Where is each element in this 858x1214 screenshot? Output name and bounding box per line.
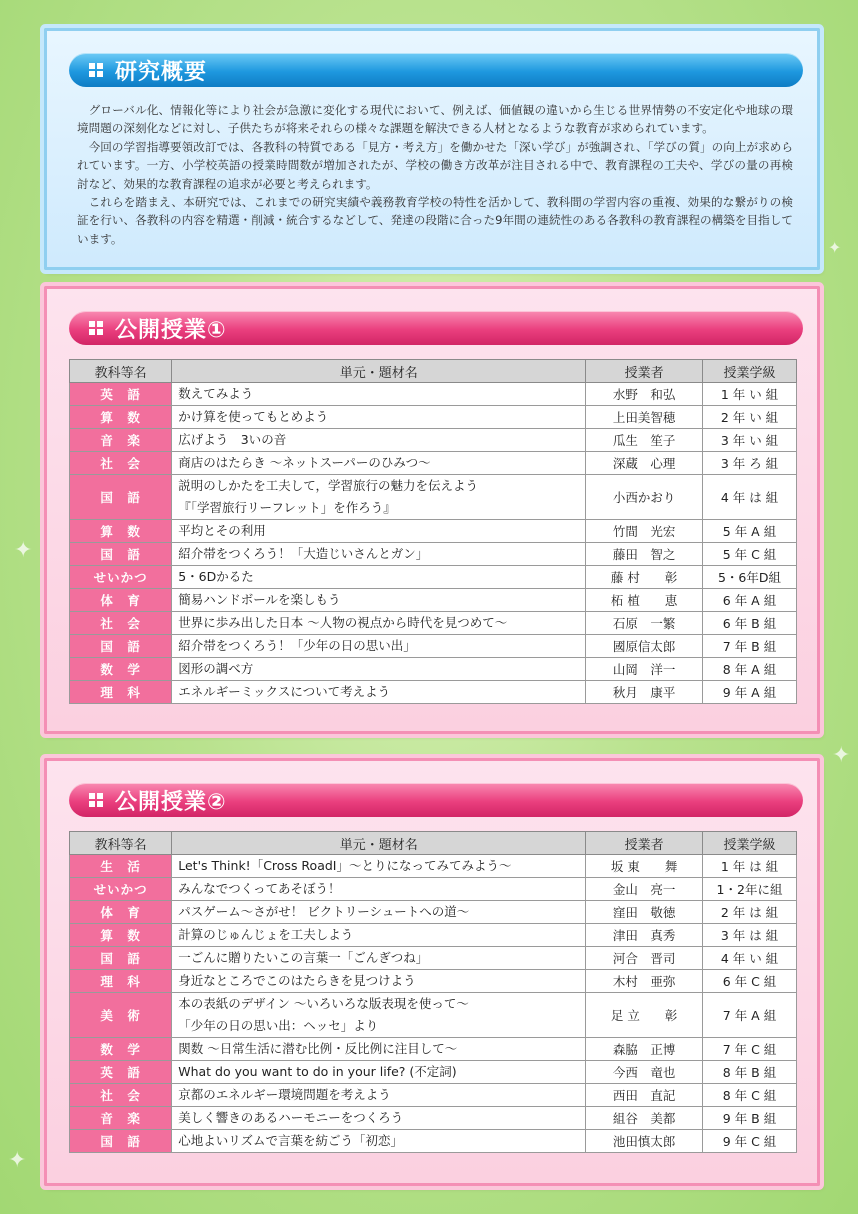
subject-cell: 国 語 — [70, 475, 172, 520]
teacher-cell: 今西 竜也 — [586, 1061, 703, 1084]
unit-cell — [172, 1038, 586, 1061]
unit-cell — [172, 970, 586, 993]
subject-cell: 算 数 — [70, 924, 172, 947]
summary-paragraph: 今回の学習指導要領改訂では、各教科の特質である「見方・考え方」を働かせた「深い学び」が強調され、「学びの質」の向上が求められています。一方、小学校英語の授業時間数が増加されたが、学校の働き方改革が注目される中で、教育課程の工夫や、学びの量の再検討など、効果的な教育課程の追求が必要と考えられます。 — [77, 139, 793, 191]
table-row — [70, 658, 797, 681]
table-row — [70, 970, 797, 993]
table-row — [70, 878, 797, 901]
subject-cell: 美 術 — [70, 993, 172, 1038]
unit-line: 広げよう 3いの音 — [178, 432, 287, 447]
teacher-cell: 窪田 敬徳 — [586, 901, 703, 924]
grade-cell: 5・6年D組 — [703, 566, 797, 589]
teacher-cell: 秋月 康平 — [586, 681, 703, 704]
grade-cell: 7 年 C 組 — [703, 1038, 797, 1061]
open-class-2-panel — [44, 758, 820, 1186]
research-summary-title-bar — [69, 53, 803, 87]
grade-cell: 8 年 A 組 — [703, 658, 797, 681]
subject-cell: 国 語 — [70, 1130, 172, 1153]
sparkle-decoration: ✦ — [828, 238, 842, 257]
unit-cell — [172, 635, 586, 658]
table-row — [70, 452, 797, 475]
open-class-2-rows — [70, 855, 797, 1153]
unit-line: 「少年の日の思い出：ヘッセ」より — [178, 1018, 379, 1033]
teacher-cell: 柘 植 恵 — [586, 589, 703, 612]
sparkle-decoration: ✦ — [832, 743, 851, 768]
unit-line: 本の表紙のデザイン ～いろいろな版表現を使って～ — [178, 996, 469, 1011]
teacher-cell: 組谷 美都 — [586, 1107, 703, 1130]
open-class-1-table — [69, 359, 797, 704]
unit-cell — [172, 947, 586, 970]
grade-cell: 2 年 は 組 — [703, 901, 797, 924]
teacher-cell: 竹間 光宏 — [586, 520, 703, 543]
grade-cell: 8 年 C 組 — [703, 1084, 797, 1107]
open-class-1-panel — [44, 286, 820, 734]
header-teacher: 授業者 — [586, 832, 703, 855]
grade-cell: 1・2年に組 — [703, 878, 797, 901]
subject-cell: 音 楽 — [70, 1107, 172, 1130]
research-summary-title: 研究概要 — [115, 59, 208, 85]
unit-line: パスゲーム～さがせ！ ビクトリーシュートへの道～ — [178, 904, 470, 919]
subject-cell: 数 学 — [70, 1038, 172, 1061]
teacher-cell: 西田 直記 — [586, 1084, 703, 1107]
unit-cell — [172, 543, 586, 566]
unit-line: What do you want to do in your life? (不定詞) — [178, 1064, 457, 1079]
unit-cell — [172, 1107, 586, 1130]
grade-cell: 5 年 A 組 — [703, 520, 797, 543]
open-class-2-title-bar — [69, 783, 803, 817]
summary-paragraph: グローバル化、情報化等により社会が急激に変化する現代において、例えば、価値観の違いから生じる世界情勢の不安定化や地球の環境問題の深刻化などに対し、子供たちが将来それらの様々な課題を解決できる人材となるような教育が求められています。 — [77, 103, 793, 136]
grid-icon — [89, 321, 103, 335]
table-row — [70, 383, 797, 406]
teacher-cell: 深蔵 心理 — [586, 452, 703, 475]
unit-line: 世界に歩み出した日本 ～人物の視点から時代を見つめて～ — [178, 615, 508, 630]
grade-cell: 1 年 は 組 — [703, 855, 797, 878]
unit-line: 商店のはたらき ～ネットスーパーのひみつ～ — [178, 455, 431, 470]
unit-cell — [172, 520, 586, 543]
table-row — [70, 855, 797, 878]
unit-cell — [172, 452, 586, 475]
unit-cell — [172, 429, 586, 452]
grade-cell: 9 年 C 組 — [703, 1130, 797, 1153]
header-teacher: 授業者 — [586, 360, 703, 383]
grade-cell: 3 年 い 組 — [703, 429, 797, 452]
unit-cell — [172, 658, 586, 681]
header-unit: 単元・題材名 — [172, 832, 586, 855]
unit-line: 身近なところでこのはたらきを見つけよう — [178, 973, 416, 988]
teacher-cell: 足 立 彰 — [586, 993, 703, 1038]
open-class-2-table — [69, 831, 797, 1153]
unit-line: 簡易ハンドボールを楽しもう — [178, 592, 341, 607]
subject-cell: 体 育 — [70, 589, 172, 612]
unit-line: 心地よいリズムで言葉を紡ごう「初恋」 — [178, 1133, 403, 1148]
grade-cell: 7 年 B 組 — [703, 635, 797, 658]
table-row — [70, 1038, 797, 1061]
teacher-cell: 津田 真秀 — [586, 924, 703, 947]
open-class-1-rows — [70, 383, 797, 704]
grade-cell: 8 年 B 組 — [703, 1061, 797, 1084]
table-row — [70, 612, 797, 635]
grade-cell: 7 年 A 組 — [703, 993, 797, 1038]
unit-line: 5・6Dかるた — [178, 569, 254, 584]
subject-cell: 算 数 — [70, 406, 172, 429]
subject-cell: 音 楽 — [70, 429, 172, 452]
subject-cell: 理 科 — [70, 681, 172, 704]
teacher-cell: 木村 亜弥 — [586, 970, 703, 993]
teacher-cell: 金山 亮一 — [586, 878, 703, 901]
summary-paragraph: これらを踏まえ、本研究では、これまでの研究実績や義務教育学校の特性を活かして、教科間の学習内容の重複、効果的な繋がりの検証を行い、各教科の内容を精選・削減・統合するなどして、発達の段階に合った9年間の連続性のある各教科の教育課程の構築を目指しています。 — [77, 195, 793, 246]
unit-line: 平均とその利用 — [178, 523, 266, 538]
open-class-1-title: 公開授業① — [115, 317, 227, 343]
teacher-cell: 水野 和弘 — [586, 383, 703, 406]
unit-cell — [172, 475, 586, 520]
unit-cell — [172, 1061, 586, 1084]
teacher-cell: 小西かおり — [586, 475, 703, 520]
teacher-cell: 瓜生 笙子 — [586, 429, 703, 452]
subject-cell: 社 会 — [70, 452, 172, 475]
grade-cell: 9 年 A 組 — [703, 681, 797, 704]
table-row — [70, 475, 797, 520]
subject-cell: 国 語 — [70, 947, 172, 970]
unit-cell — [172, 589, 586, 612]
grade-cell: 6 年 C 組 — [703, 970, 797, 993]
header-subject: 教科等名 — [70, 832, 172, 855]
unit-line: 『「学習旅行リーフレット」を作ろう』 — [178, 500, 396, 515]
open-class-2-title: 公開授業② — [115, 789, 227, 815]
unit-line: 紹介帯をつくろう！「大造じいさんとガン」 — [178, 546, 429, 561]
teacher-cell: 藤 村 彰 — [586, 566, 703, 589]
subject-cell: 算 数 — [70, 520, 172, 543]
table-row — [70, 1084, 797, 1107]
teacher-cell: 坂 東 舞 — [586, 855, 703, 878]
unit-line: 関数 ～日常生活に潜む比例・反比例に注目して～ — [178, 1041, 458, 1056]
table-row — [70, 901, 797, 924]
grade-cell: 4 年 い 組 — [703, 947, 797, 970]
grade-cell: 3 年 は 組 — [703, 924, 797, 947]
unit-line: 図形の調べ方 — [178, 661, 254, 676]
subject-cell: 英 語 — [70, 383, 172, 406]
subject-cell: せいかつ — [70, 878, 172, 901]
unit-cell — [172, 855, 586, 878]
table-row — [70, 429, 797, 452]
subject-cell: 国 語 — [70, 543, 172, 566]
table-row — [70, 543, 797, 566]
unit-line: かけ算を使ってもとめよう — [178, 409, 329, 424]
sparkle-decoration: ✦ — [14, 538, 33, 563]
table-row — [70, 520, 797, 543]
subject-cell: 数 学 — [70, 658, 172, 681]
unit-cell — [172, 406, 586, 429]
subject-cell: 理 科 — [70, 970, 172, 993]
unit-cell — [172, 681, 586, 704]
table-header-row — [70, 360, 797, 383]
unit-cell — [172, 924, 586, 947]
unit-cell — [172, 1130, 586, 1153]
table-row — [70, 924, 797, 947]
header-subject: 教科等名 — [70, 360, 172, 383]
table-row — [70, 589, 797, 612]
teacher-cell: 國原信太郎 — [586, 635, 703, 658]
subject-cell: 社 会 — [70, 1084, 172, 1107]
table-row — [70, 993, 797, 1038]
unit-cell — [172, 612, 586, 635]
unit-line: 説明のしかたを工夫して，学習旅行の魅力を伝えよう — [178, 478, 478, 493]
unit-line: Let's Think!「Cross RoadⅠ」～とりになってみてみよう～ — [178, 858, 512, 873]
table-row — [70, 566, 797, 589]
subject-cell: 英 語 — [70, 1061, 172, 1084]
grade-cell: 4 年 は 組 — [703, 475, 797, 520]
sparkle-decoration: ✦ — [8, 1148, 27, 1173]
unit-line: 紹介帯をつくろう！「少年の日の思い出」 — [178, 638, 416, 653]
table-row — [70, 947, 797, 970]
subject-cell: 社 会 — [70, 612, 172, 635]
unit-line: 京都のエネルギー環境問題を考えよう — [178, 1087, 391, 1102]
unit-cell — [172, 901, 586, 924]
unit-line: 計算のじゅんじょを工夫しよう — [178, 927, 354, 942]
table-row — [70, 406, 797, 429]
grade-cell: 1 年 い 組 — [703, 383, 797, 406]
unit-cell — [172, 566, 586, 589]
grade-cell: 2 年 い 組 — [703, 406, 797, 429]
subject-cell: 国 語 — [70, 635, 172, 658]
grade-cell: 3 年 ろ 組 — [703, 452, 797, 475]
unit-line: 一ごんに贈りたいこの言葉一「ごんぎつね」 — [178, 950, 429, 965]
unit-line: みんなでつくってあそぼう！ — [178, 881, 341, 896]
header-grade: 授業学級 — [703, 832, 797, 855]
table-row — [70, 635, 797, 658]
research-summary-text — [77, 101, 793, 248]
open-class-1-title-bar — [69, 311, 803, 345]
table-row — [70, 1130, 797, 1153]
grade-cell: 9 年 B 組 — [703, 1107, 797, 1130]
grid-icon — [89, 63, 103, 77]
unit-cell — [172, 878, 586, 901]
teacher-cell: 石原 一繁 — [586, 612, 703, 635]
unit-cell — [172, 1084, 586, 1107]
teacher-cell: 河合 晋司 — [586, 947, 703, 970]
table-row — [70, 1061, 797, 1084]
unit-line: 数えてみよう — [178, 386, 254, 401]
grade-cell: 6 年 B 組 — [703, 612, 797, 635]
grade-cell: 6 年 A 組 — [703, 589, 797, 612]
header-unit: 単元・題材名 — [172, 360, 586, 383]
teacher-cell: 藤田 智之 — [586, 543, 703, 566]
table-header-row — [70, 832, 797, 855]
subject-cell: せいかつ — [70, 566, 172, 589]
unit-cell — [172, 383, 586, 406]
table-row — [70, 681, 797, 704]
header-grade: 授業学級 — [703, 360, 797, 383]
teacher-cell: 山岡 洋一 — [586, 658, 703, 681]
grade-cell: 5 年 C 組 — [703, 543, 797, 566]
teacher-cell: 森脇 正博 — [586, 1038, 703, 1061]
subject-cell: 生 活 — [70, 855, 172, 878]
teacher-cell: 池田慎太郎 — [586, 1130, 703, 1153]
research-summary-panel — [44, 28, 820, 270]
grid-icon — [89, 793, 103, 807]
subject-cell: 体 育 — [70, 901, 172, 924]
unit-line: 美しく響きのあるハーモニーをつくろう — [178, 1110, 404, 1125]
table-row — [70, 1107, 797, 1130]
teacher-cell: 上田美智穂 — [586, 406, 703, 429]
unit-line: エネルギーミックスについて考えよう — [178, 684, 391, 699]
unit-cell — [172, 993, 586, 1038]
